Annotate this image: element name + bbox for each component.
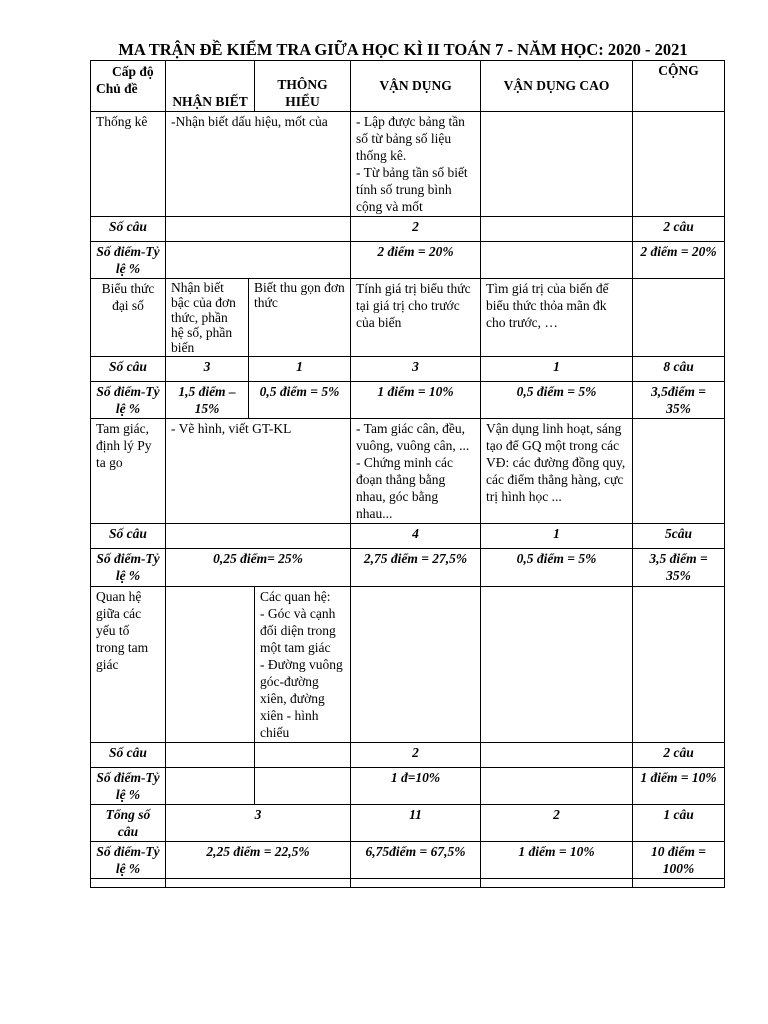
cell-van-dung: - Tam giác cân, đều, vuông, vuông cân, ... - Chứng minh các đoạn thẳng bằng nhau, góc bằng nhau... bbox=[351, 419, 481, 524]
cell-empty bbox=[633, 879, 725, 888]
cell-empty bbox=[166, 879, 351, 888]
cell-empty bbox=[166, 242, 351, 279]
cell-van-dung-cao bbox=[481, 112, 633, 217]
cell-empty bbox=[166, 524, 351, 549]
topic-name: Thống kê bbox=[91, 112, 166, 217]
label-so-cau: Số câu bbox=[91, 217, 166, 242]
cell-tong-vdc: 2 bbox=[481, 805, 633, 842]
blank-row bbox=[91, 879, 725, 888]
label-so-diem: Số điểm-Tỷ lệ % bbox=[91, 382, 166, 419]
cell-van-dung: - Lập được bảng tần số từ bảng số liệu thống kê. - Từ bảng tần số biết tính số trung bình cộng và mốt bbox=[351, 112, 481, 217]
cell-diem-vd: 1 điểm = 10% bbox=[351, 382, 481, 419]
so-cau-row bbox=[91, 217, 725, 242]
so-cau-row bbox=[91, 743, 725, 768]
topic-row-thong-ke bbox=[91, 112, 725, 217]
cell-tong-vd: 11 bbox=[351, 805, 481, 842]
so-diem-row bbox=[91, 549, 725, 587]
cell-nhan-biet bbox=[166, 587, 255, 743]
tong-so-cau-row bbox=[91, 805, 725, 842]
label-so-diem: Số điểm-Tỷ lệ % bbox=[91, 242, 166, 279]
cell-cong bbox=[633, 279, 725, 357]
cell-van-dung: Tính giá trị biểu thức tại giá trị cho trước của biến bbox=[351, 279, 481, 357]
cell-van-dung-cao bbox=[481, 587, 633, 743]
cell-tong-cong: 1 câu bbox=[633, 805, 725, 842]
cell-diem-cong: 1 điểm = 10% bbox=[633, 768, 725, 805]
cell-van-dung bbox=[351, 587, 481, 743]
cell-diem-th: 0,5 điểm = 5% bbox=[249, 382, 351, 419]
topic-name: Quan hệ giữa các yếu tố trong tam giác bbox=[91, 587, 166, 743]
cell-van-dung-cao: Vận dụng linh hoạt, sáng tạo để GQ một trong các VĐ: các đường đồng quy, các điểm thẳng hàng, cực trị hình học ... bbox=[481, 419, 633, 524]
topic-row-quan-he bbox=[91, 587, 725, 743]
header-nhan-biet: NHẬN BIẾT bbox=[166, 61, 255, 112]
cell-cong bbox=[633, 112, 725, 217]
cell-so-cau-vdc: 1 bbox=[481, 524, 633, 549]
header-thong-hieu: THÔNG HIỂU bbox=[255, 61, 351, 112]
header-row bbox=[91, 61, 725, 112]
header-cap-do: Cấp độ bbox=[112, 64, 154, 79]
cell-so-cau-nb: 3 bbox=[166, 357, 249, 382]
cell-tong-diem-vdc: 1 điểm = 10% bbox=[481, 842, 633, 879]
header-chu-de: Chủ đề bbox=[96, 81, 138, 96]
so-diem-row bbox=[91, 242, 725, 279]
cell-empty bbox=[166, 217, 351, 242]
cell-empty bbox=[166, 768, 255, 805]
cell-tong-nb-th: 3 bbox=[166, 805, 351, 842]
cell-empty bbox=[255, 768, 351, 805]
header-corner bbox=[91, 61, 166, 112]
cell-so-cau-cong: 8 câu bbox=[633, 357, 725, 382]
so-diem-row bbox=[91, 382, 725, 419]
cell-nhan-biet: - Vẽ hình, viết GT-KL bbox=[166, 419, 351, 524]
matrix-table bbox=[90, 60, 725, 888]
cell-diem-vd: 2,75 điểm = 27,5% bbox=[351, 549, 481, 587]
cell-diem-vdc: 0,5 điểm = 5% bbox=[481, 382, 633, 419]
cell-diem-cong: 3,5điểm = 35% bbox=[633, 382, 725, 419]
cell-so-cau-vd: 3 bbox=[351, 357, 481, 382]
cell-empty bbox=[481, 743, 633, 768]
cell-so-cau-cong: 5câu bbox=[633, 524, 725, 549]
header-cong: CỘNG bbox=[633, 61, 725, 112]
cell-thong-hieu: Các quan hệ: - Góc và cạnh đối diện trong một tam giác - Đường vuông góc-đường xiên, đường xiên - hình chiếu bbox=[255, 587, 351, 743]
cell-so-cau-vd: 2 bbox=[351, 217, 481, 242]
topic-name: Tam giác, định lý Py ta go bbox=[91, 419, 166, 524]
label-so-diem: Số điểm-Tỷ lệ % bbox=[91, 549, 166, 587]
cell-diem-cong: 2 điểm = 20% bbox=[633, 242, 725, 279]
cell-diem-vdc: 0,5 điểm = 5% bbox=[481, 549, 633, 587]
label-so-diem: Số điểm-Tỷ lệ % bbox=[91, 842, 166, 879]
cell-empty bbox=[481, 242, 633, 279]
cell-diem-nb: 1,5 điểm – 15% bbox=[166, 382, 249, 419]
label-so-cau: Số câu bbox=[91, 357, 166, 382]
cell-empty bbox=[351, 879, 481, 888]
topic-row-bieu-thuc bbox=[91, 279, 725, 357]
cell-so-cau-th: 1 bbox=[249, 357, 351, 382]
label-tong-so-cau: Tổng số câu bbox=[91, 805, 166, 842]
cell-diem-vd: 2 điểm = 20% bbox=[351, 242, 481, 279]
cell-so-cau-cong: 2 câu bbox=[633, 217, 725, 242]
topic-row-tam-giac bbox=[91, 419, 725, 524]
cell-tong-diem-vd: 6,75điểm = 67,5% bbox=[351, 842, 481, 879]
cell-diem-cong: 3,5 điểm = 35% bbox=[633, 549, 725, 587]
cell-empty bbox=[481, 879, 633, 888]
so-cau-row bbox=[91, 524, 725, 549]
page-title: MA TRẬN ĐỀ KIỂM TRA GIỮA HỌC KÌ II TOÁN 7 - NĂM HỌC: 2020 - 2021 bbox=[118, 40, 688, 59]
cell-cong bbox=[633, 419, 725, 524]
so-diem-row bbox=[91, 768, 725, 805]
so-cau-row bbox=[91, 357, 725, 382]
topic-name: Biểu thức đại số bbox=[91, 279, 166, 357]
cell-so-cau-vd: 2 bbox=[351, 743, 481, 768]
cell-so-cau-vdc: 1 bbox=[481, 357, 633, 382]
cell-van-dung-cao: Tìm giá trị của biến để biểu thức thỏa mãn đk cho trước, … bbox=[481, 279, 633, 357]
cell-empty bbox=[255, 743, 351, 768]
cell-diem-nb-th: 0,25 điểm= 25% bbox=[166, 549, 351, 587]
cell-empty bbox=[166, 743, 255, 768]
cell-so-cau-vd: 4 bbox=[351, 524, 481, 549]
cell-diem-vd: 1 đ=10% bbox=[351, 768, 481, 805]
cell-tong-diem-nb-th: 2,25 điểm = 22,5% bbox=[166, 842, 351, 879]
header-van-dung: VẬN DỤNG bbox=[351, 61, 481, 112]
tong-diem-row bbox=[91, 842, 725, 879]
label-so-cau: Số câu bbox=[91, 743, 166, 768]
cell-nhan-biet: -Nhận biết dấu hiệu, mốt của bbox=[166, 112, 351, 217]
cell-cong bbox=[633, 587, 725, 743]
cell-thong-hieu: Biết thu gọn đơn thức bbox=[249, 279, 351, 357]
cell-tong-diem-cong: 10 điểm = 100% bbox=[633, 842, 725, 879]
cell-nhan-biet: Nhận biết bậc của đơn thức, phần hệ số, phần biến bbox=[166, 279, 249, 357]
cell-empty bbox=[481, 217, 633, 242]
cell-empty bbox=[91, 879, 166, 888]
header-van-dung-cao: VẬN DỤNG CAO bbox=[481, 61, 633, 112]
label-so-diem: Số điểm-Tỷ lệ % bbox=[91, 768, 166, 805]
label-so-cau: Số câu bbox=[91, 524, 166, 549]
cell-empty bbox=[481, 768, 633, 805]
cell-so-cau-cong: 2 câu bbox=[633, 743, 725, 768]
